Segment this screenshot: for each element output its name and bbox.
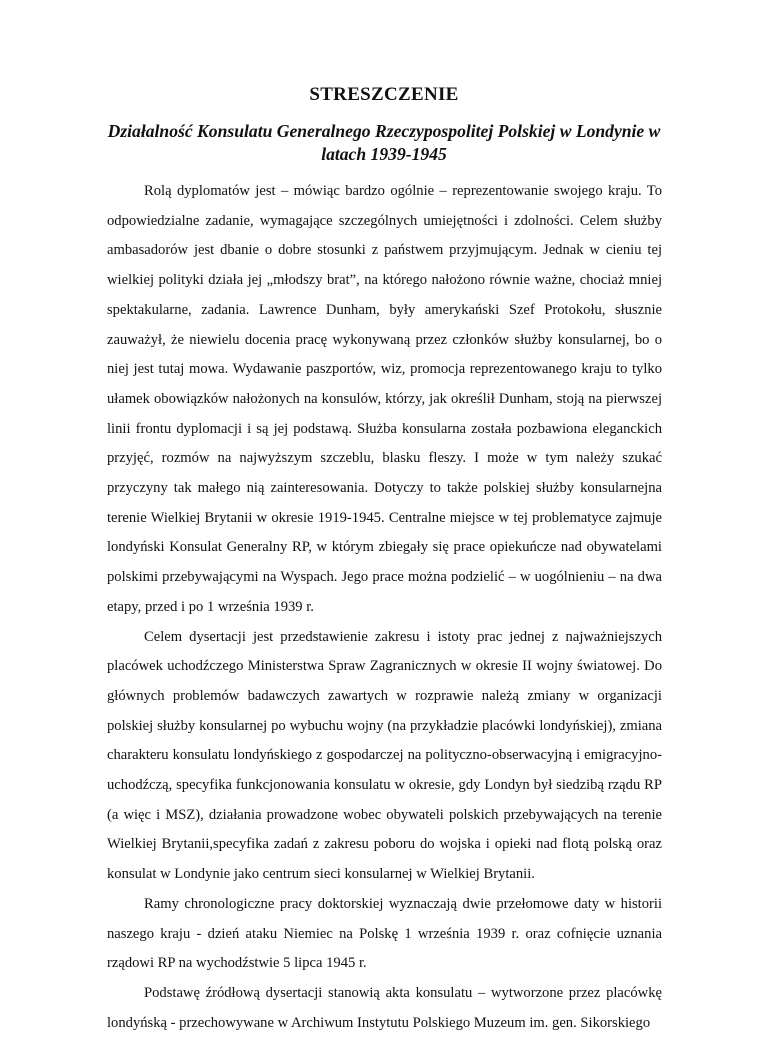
paragraph: Celem dysertacji jest przedstawienie zakresu i istoty prac jednej z najważniejszych placówek uchodźczego Ministerstwa Spraw Zagranicznych w okresie II wojny światowej. Do głównych problemów badawczych zawartych w rozprawie należą zmiany w organizacji polskiej służby konsularnej po wybuchu wojny (na przykładzie placówki londyńskiej), zmiana charakteru konsulatu londyńskiego z gospodarczej na polityczno-obserwacyjną i emigracyjno-uchodźczą, specyfika funkcjonowania konsulatu w okresie, gdy Londyn był siedzibą rządu RP (a więc i MSZ), działania prowadzone wobec obywateli polskich przebywających na terenie Wielkiej Brytanii,specyfika zadań z zakresu poboru do wojska i opieki nad flotą polską oraz konsulat w Londynie jako centrum sieci konsularnej w Wielkiej Brytanii. bbox=[107, 628, 662, 883]
paragraph: Podstawę źródłową dysertacji stanowią akta konsulatu – wytworzone przez placówkę londyńską - przechowywane w Archiwum Instytutu Polskiego Muzeum im. gen. Sikorskiego bbox=[107, 984, 662, 1031]
paragraph: Rolą dyplomatów jest – mówiąc bardzo ogólnie – reprezentowanie swojego kraju. To odpowiedzialne zadanie, wymagające szczególnych umiejętności i zdolności. Celem służby ambasadorów jest dbanie o dobre stosunki z państwem przyjmującym. Jednak w cieniu tej wielkiej polityki działa jej „młodszy brat”, na którego nałożono równie ważne, chociaż mniej spektakularne, zadania. Lawrence Dunham, były amerykański Szef Protokołu, słusznie zauważył, że niewielu docenia pracę wykonywaną przez członków służby konsularnej, bo o niej jest tutaj mowa. Wydawanie paszportów, wiz, promocja reprezentowanego kraju to tylko ułamek obowiązków nałożonych na konsulów, którzy, jak określił Dunham, stoją na pierwszej linii frontu dyplomacji i są jej podstawą. Służba konsularna została pozbawiona eleganckich przyjęć, rozmów na najwyższym szczeblu, blasku fleszy. I może w tym należy szukać przyczyny tak małego nią zainteresowania. Dotyczy to także polskiej służby konsularnejna terenie Wielkiej Brytanii w okresie 1919-1945. Centralne miejsce w tej problematyce zajmuje londyński Konsulat Generalny RP, w którym zbiegały się prace opiekuńcze nad obywatelami polskimi przebywającymi na Wyspach. Jego prace można podzielić – w uogólnieniu – na dwa etapy, przed i po 1 września 1939 r. bbox=[107, 183, 662, 615]
paragraph: Ramy chronologiczne pracy doktorskiej wyznaczają dwie przełomowe daty w historii naszego kraju - dzień ataku Niemiec na Polskę 1 września 1939 r. oraz cofnięcie uznania rządowi RP na wychodźstwie 5 lipca 1945 r. bbox=[107, 895, 662, 972]
document-body bbox=[107, 177, 662, 1038]
document-title: STRESZCZENIE bbox=[309, 84, 459, 105]
document-subtitle: Działalność Konsulatu Generalnego Rzeczypospolitej Polskiej w Londynie w latach 1939-1945 bbox=[107, 121, 661, 164]
